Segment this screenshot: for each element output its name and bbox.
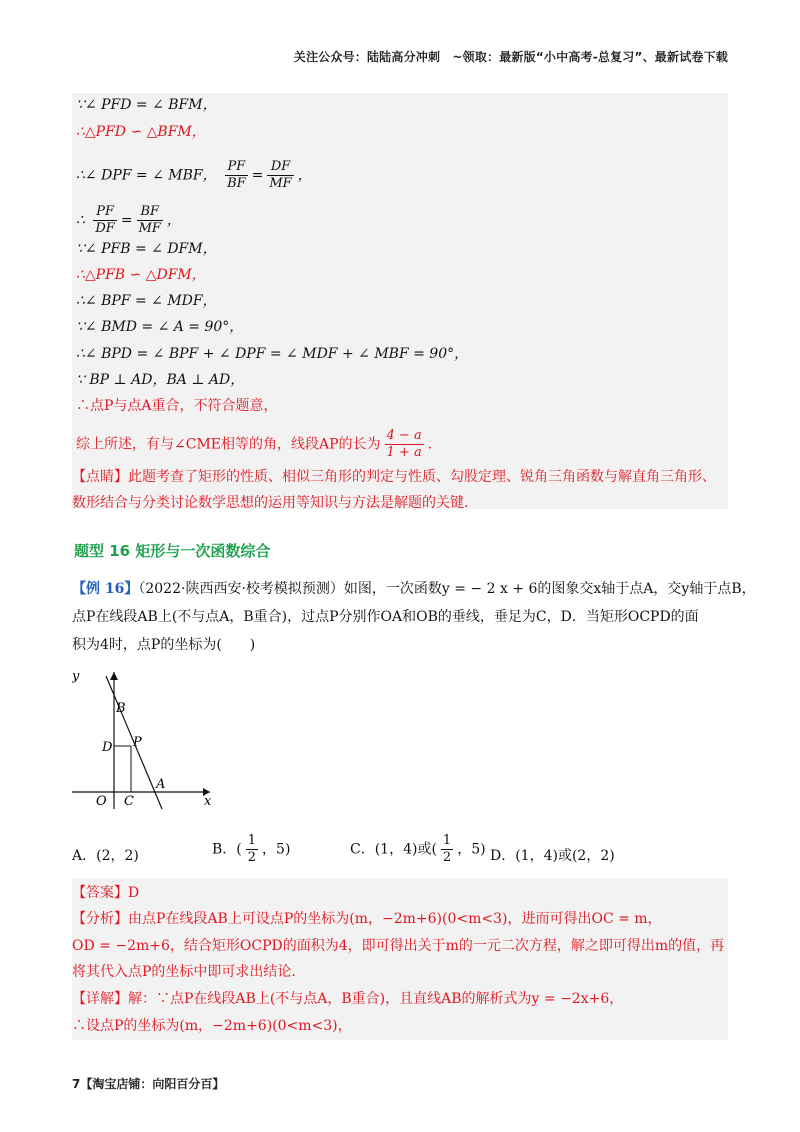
option-a[interactable]: A．(2，2) <box>72 848 139 864</box>
page-footer: 7【淘宝店铺：向阳百分百】 <box>72 1077 225 1091</box>
y-axis-arrow <box>110 672 118 680</box>
solution-line: ∴点P与点A重合，不符合题意， <box>76 398 278 414</box>
fraction: $\frac{BF}{MF}$ <box>138 204 161 236</box>
answer-panel <box>72 878 728 1040</box>
fraction: $\frac{1}{2}$ <box>442 833 452 865</box>
point-b-label: B <box>116 701 126 716</box>
solution-line: ∴△PFB ∽ △DFM， <box>76 267 206 283</box>
solution-line: ∴ $\frac{PF}{DF}$ = $\frac{BF}{MF}$ ， <box>76 204 181 236</box>
example-label: 【例 16】 <box>72 581 139 597</box>
solution-line: ∵∠ PFD = ∠ BFM， <box>76 97 217 113</box>
fraction: $\frac{4 - a}{1 + a}$ <box>386 428 422 460</box>
section-title: 题型 16 矩形与一次函数综合 <box>74 542 271 560</box>
question-line: 积为4时，点P的坐标为( ) <box>72 637 256 653</box>
solution-text: ∴ <box>76 212 85 229</box>
point-c-label: C <box>124 794 134 809</box>
point-a-label: A <box>156 777 166 792</box>
analysis-line: 【分析】由点P在线段AB上可设点P的坐标为(m，−2m+6)(0<m<3)，进而可得出OC = m， <box>72 911 662 927</box>
solution-line: ∴∠ DPF = ∠ MBF， $\frac{PF}{BF}$ = $\frac{DF}{MF}$ ， <box>76 159 312 191</box>
solution-line: ∵ BP ⊥ AD，BA ⊥ AD， <box>76 372 245 388</box>
page-header: 关注公众号：陆陆高分冲刺 ~领取：最新版“小中高考-总复习”、最新试卷下载 <box>293 50 728 64</box>
answer-line: 【答案】D <box>72 885 140 901</box>
solution-text: 综上所述，有与∠CME相等的角，线段AP的长为 <box>76 436 381 453</box>
solution-line: ∴△PFD ∽ △BFM， <box>76 124 206 140</box>
fraction: $\frac{PF}{DF}$ <box>95 204 115 236</box>
x-label: x <box>204 794 212 809</box>
solution-line: ∴∠ BPD = ∠ BPF + ∠ DPF = ∠ MDF + ∠ MBF = 90°， <box>76 346 469 362</box>
point-o-label: O <box>96 794 107 809</box>
remark-line: 数形结合与分类讨论数学思想的运用等知识与方法是解题的关键. <box>72 495 469 511</box>
option-d[interactable]: D．(1，4)或(2，2) <box>490 848 615 864</box>
fraction: $\frac{1}{2}$ <box>247 833 257 865</box>
detail-line: ∴设点P的坐标为(m，−2m+6)(0<m<3)， <box>72 1018 352 1034</box>
analysis-line: 将其代入点P的坐标中即可求出结论． <box>72 964 306 980</box>
analysis-line: OD = −2m+6，结合矩形OCPD的面积为4，即可得出关于m的一元二次方程，解之即可得出m的值，再 <box>72 938 725 954</box>
fraction: $\frac{DF}{MF}$ <box>269 159 292 191</box>
point-d-label: D <box>102 740 113 755</box>
solution-line: ∵∠ BMD = ∠ A = 90°， <box>76 319 244 335</box>
y-label: y <box>72 669 80 684</box>
question-line <box>72 580 756 598</box>
option-c[interactable]: C．(1，4)或( $\frac{1}{2}$ ，5) <box>350 833 486 865</box>
remark-line: 【点睛】此题考查了矩形的性质、相似三角形的判定与性质、勾股定理、锐角三角函数与解直角三角形、 <box>72 469 716 485</box>
question-text: （2022·陕西西安·校考模拟预测）如图，一次函数y = − 2 x + 6的图象交x轴于点A，交y轴于点B， <box>138 581 756 597</box>
fraction: $\frac{PF}{BF}$ <box>227 159 246 191</box>
solution-line: 综上所述，有与∠CME相等的角，线段AP的长为 $\frac{4 - a}{1 + a}$ . <box>76 428 433 460</box>
solution-line: ∵∠ PFB = ∠ DFM， <box>76 241 217 257</box>
solution-line: ∴∠ BPF = ∠ MDF， <box>76 293 217 309</box>
question-line: 点P在线段AB上(不与点A，B重合)，过点P分别作OA和OB的垂线，垂足为C，D．当矩形OCPD的面 <box>72 609 699 625</box>
coordinate-figure <box>72 664 222 810</box>
detail-line: 【详解】解：∵点P在线段AB上(不与点A，B重合)，且直线AB的解析式为y = −2x+6， <box>72 991 624 1007</box>
point-p-label: P <box>133 735 142 750</box>
option-b[interactable]: B．( $\frac{1}{2}$ ，5) <box>212 833 291 865</box>
solution-text: ∴∠ DPF = ∠ MBF， <box>76 167 217 184</box>
